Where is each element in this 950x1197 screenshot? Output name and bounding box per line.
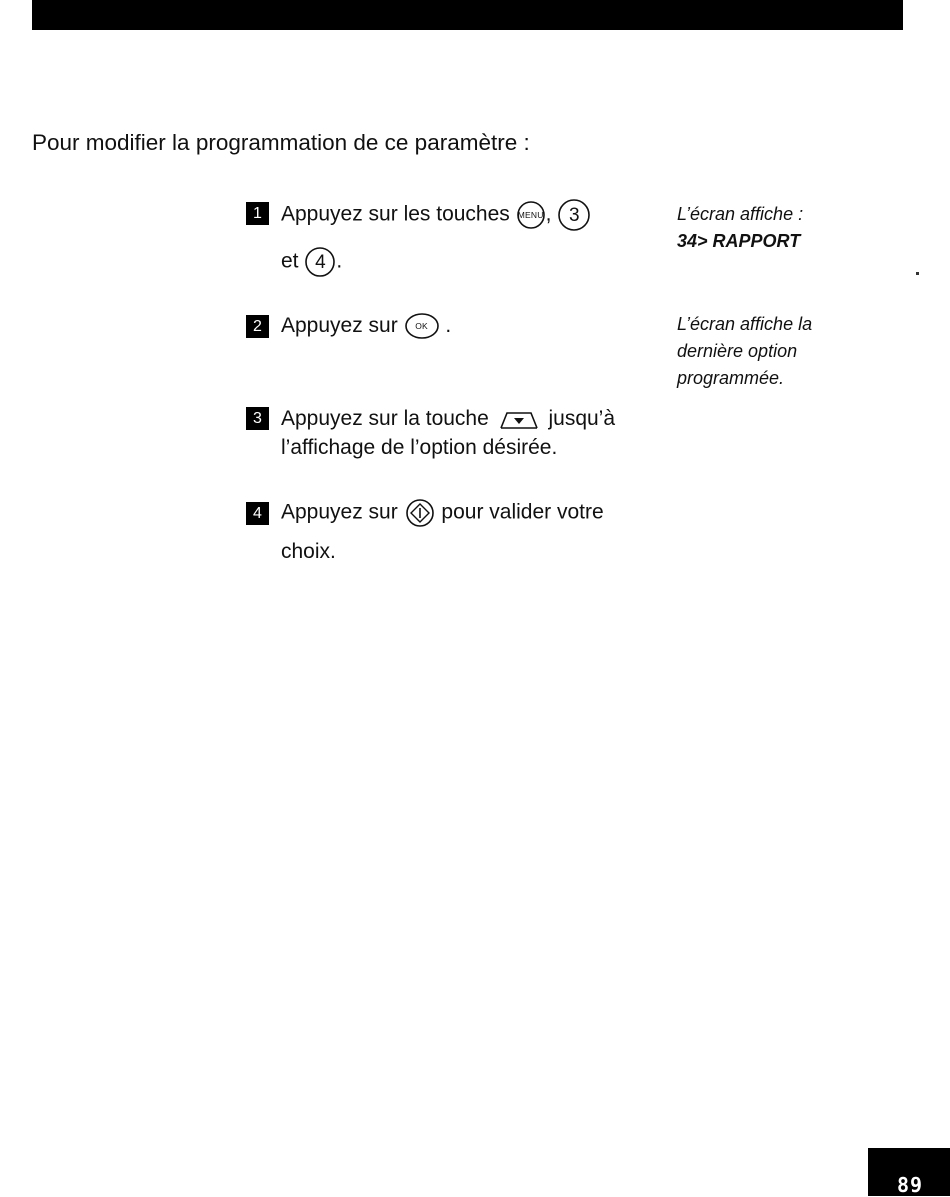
- ok-key-icon: [404, 312, 440, 340]
- step-2-text: Appuyez sur: [281, 314, 404, 337]
- step-3-text: Appuyez sur la touche: [281, 407, 495, 430]
- menu-key-label: MENU: [517, 209, 544, 220]
- step-1-text: Appuyez sur les touches: [281, 202, 516, 226]
- step-4-text: Appuyez sur: [281, 500, 404, 524]
- step-1: [246, 198, 676, 278]
- step-2-note-line-2: dernière option: [677, 341, 798, 361]
- down-arrow-key-icon: [495, 408, 543, 430]
- step-3: [246, 404, 676, 462]
- step-1-end: .: [336, 249, 343, 273]
- header-bar: [32, 0, 903, 30]
- step-2-line-1: [281, 311, 676, 340]
- step-3-text-2: jusqu’à: [542, 407, 616, 430]
- ok-key-label: OK: [415, 320, 428, 331]
- step-2-note: [677, 311, 812, 392]
- intro-text: Pour modifier la programmation de ce paramètre :: [32, 130, 530, 155]
- scan-dot: [916, 272, 919, 275]
- step-4-text-2: pour valider votre: [435, 500, 604, 524]
- step-1-line-2: [281, 246, 676, 278]
- key-4-icon: [304, 246, 336, 278]
- menu-key-icon: [516, 200, 546, 230]
- step-1-number: 1: [246, 202, 269, 225]
- key-4-label: 4: [315, 251, 326, 273]
- step-2-end: .: [439, 314, 452, 337]
- step-4: [246, 497, 676, 566]
- step-4-number: 4: [246, 502, 269, 525]
- step-4-line-2: choix.: [281, 540, 336, 563]
- step-3-number: 3: [246, 407, 269, 430]
- step-3-line-1: [281, 404, 676, 433]
- step-1-text-2: et: [281, 249, 305, 273]
- step-2-note-line-3: programmée.: [677, 368, 785, 388]
- step-2-number: 2: [246, 315, 269, 338]
- step-1-note: [677, 201, 803, 255]
- step-1-note-line-1: L’écran affiche :: [677, 204, 804, 224]
- step-2: [246, 311, 676, 340]
- step-1-line-1: [281, 198, 676, 232]
- step-2-note-line-1: L’écran affiche la: [677, 314, 813, 334]
- step-4-line-1: [281, 497, 676, 529]
- page-number: 89: [897, 1173, 924, 1197]
- step-3-line-2: l’affichage de l’option désirée.: [281, 436, 558, 459]
- step-1-note-line-2: 34> RAPPORT: [677, 231, 801, 251]
- key-3-label: 3: [569, 204, 580, 226]
- step-1-separator: ,: [545, 202, 558, 226]
- key-3-icon: [557, 198, 591, 232]
- start-key-icon: [404, 497, 436, 529]
